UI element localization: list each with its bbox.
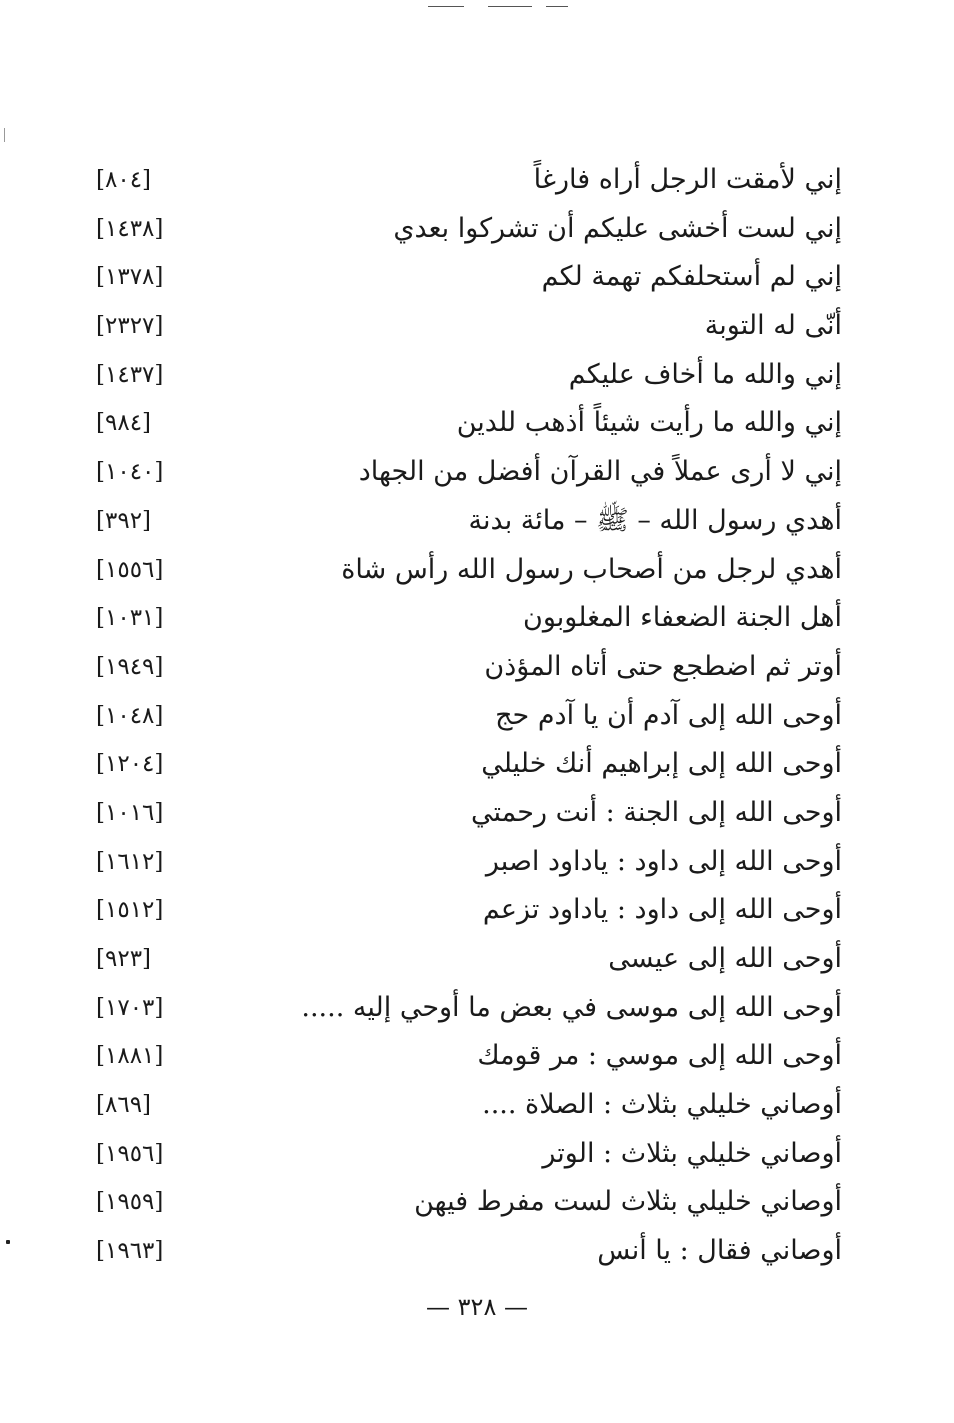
entry-text: أوحى الله إلى عيسى: [608, 943, 842, 974]
index-entry: [0, 255, 954, 304]
entry-text: إني لأمقت الرجل أراه فارغاً: [533, 164, 842, 195]
index-entry: [0, 694, 954, 743]
index-entry: [0, 986, 954, 1035]
margin-mark: [4, 128, 5, 142]
entry-ref-number: [١٤٣٧]: [96, 361, 164, 388]
index-entry: [0, 304, 954, 353]
index-entry: [0, 840, 954, 889]
index-entry: [0, 791, 954, 840]
entry-text: أوحى الله إلى موسي : مر قومك: [477, 1040, 842, 1072]
index-entry: [0, 353, 954, 402]
index-entry: [0, 596, 954, 645]
entry-text: إني لا أرى عملاً في القرآن أفضل من الجهاد: [358, 456, 842, 488]
entry-ref-number: [١٢٠٤]: [96, 751, 164, 778]
index-entry: [0, 1034, 954, 1083]
index-entry: [0, 937, 954, 986]
entry-text: أوحى الله إلى موسى في بعض ما أوحي إليه .....: [301, 991, 842, 1023]
entry-ref-number: [١٣٧٨]: [96, 264, 164, 291]
entry-text: أنّى له التوبة: [704, 310, 842, 342]
entry-text: أهل الجنة الضعفاء المغلوبون: [522, 602, 842, 634]
entry-text: أوصاني فقال : يا أنس: [597, 1235, 842, 1267]
entry-text: إني والله ما أخاف عليكم: [568, 358, 842, 390]
index-entry: [0, 1229, 954, 1278]
index-entry: [0, 1083, 954, 1132]
entry-ref-number: [١٩٤٩]: [96, 653, 164, 680]
entry-ref-number: [١٥١٢]: [96, 897, 164, 924]
index-entry: [0, 158, 954, 207]
entry-text: أوصاني خليلي بثلاث : الوتر: [542, 1137, 842, 1169]
entry-text: أوحى الله إلى داود : ياداود تزعم: [482, 894, 842, 926]
entry-ref-number: [١٠٤٨]: [96, 702, 164, 729]
index-entry: [0, 401, 954, 450]
entry-ref-number: [١٩٦٣]: [96, 1238, 164, 1265]
index-entry: [0, 499, 954, 548]
entry-text: أوتر ثم اضطجع حتى أتاه المؤذن: [484, 650, 842, 682]
entry-ref-number: [٣٩٢]: [96, 507, 152, 534]
entry-ref-number: [١٩٥٩]: [96, 1189, 164, 1216]
index-entry: [0, 645, 954, 694]
top-rule: [428, 6, 568, 16]
entry-ref-number: [٩٨٤]: [96, 410, 152, 437]
entry-text: إني لم أستحلفكم تهمة لكم: [541, 261, 842, 293]
index-entry: [0, 207, 954, 256]
entry-text: أوحى الله إلى إبراهيم أنك خليلي: [481, 748, 842, 780]
entry-ref-number: [١٨٨١]: [96, 1043, 164, 1070]
entry-ref-number: [٢٣٢٧]: [96, 313, 164, 340]
entry-text: إني لست أخشى عليكم أن تشركوا بعدي: [393, 212, 842, 244]
index-entry: [0, 888, 954, 937]
index-entry: [0, 450, 954, 499]
index-entry: [0, 1132, 954, 1181]
entry-ref-number: [١٠٣١]: [96, 605, 164, 632]
entry-text: أوحى الله إلى آدم أن يا آدم حج: [495, 699, 842, 731]
entry-text: أوحى الله إلى الجنة : أنت رحمتي: [471, 796, 842, 828]
index-entry: [0, 548, 954, 597]
entry-ref-number: [١٦١٢]: [96, 848, 164, 875]
entry-ref-number: [٨٠٤]: [96, 167, 152, 193]
entry-ref-number: [١٧٠٣]: [96, 994, 164, 1021]
entry-text: أوحى الله إلى داود : ياداود اصبر: [485, 845, 842, 877]
index-entry: [0, 742, 954, 791]
page-number: — ٣٢٨ —: [426, 1293, 528, 1321]
index-entries: [0, 158, 954, 1278]
entry-text: أوصاني خليلي بثلاث : الصلاة ....: [482, 1089, 842, 1121]
index-entry: [0, 1180, 954, 1229]
entry-text: إني والله ما رأيت شيئاً أذهب للدين: [456, 407, 842, 439]
entry-ref-number: [١٥٥٦]: [96, 556, 164, 583]
entry-ref-number: [٩٢٣]: [96, 946, 152, 972]
entry-ref-number: [١٠٤٠]: [96, 459, 164, 486]
entry-ref-number: [٨٦٩]: [96, 1092, 152, 1119]
entry-ref-number: [١٤٣٨]: [96, 215, 164, 242]
entry-ref-number: [١٠١٦]: [96, 799, 164, 826]
entry-text: أهدي لرجل من أصحاب رسول الله رأس شاة: [341, 553, 842, 585]
entry-ref-number: [١٩٥٦]: [96, 1140, 164, 1167]
entry-text: أوصاني خليلي بثلاث لست مفرط فيهن: [414, 1186, 842, 1218]
entry-text: أهدي رسول الله – ﷺ – مائة بدنة: [468, 504, 842, 536]
